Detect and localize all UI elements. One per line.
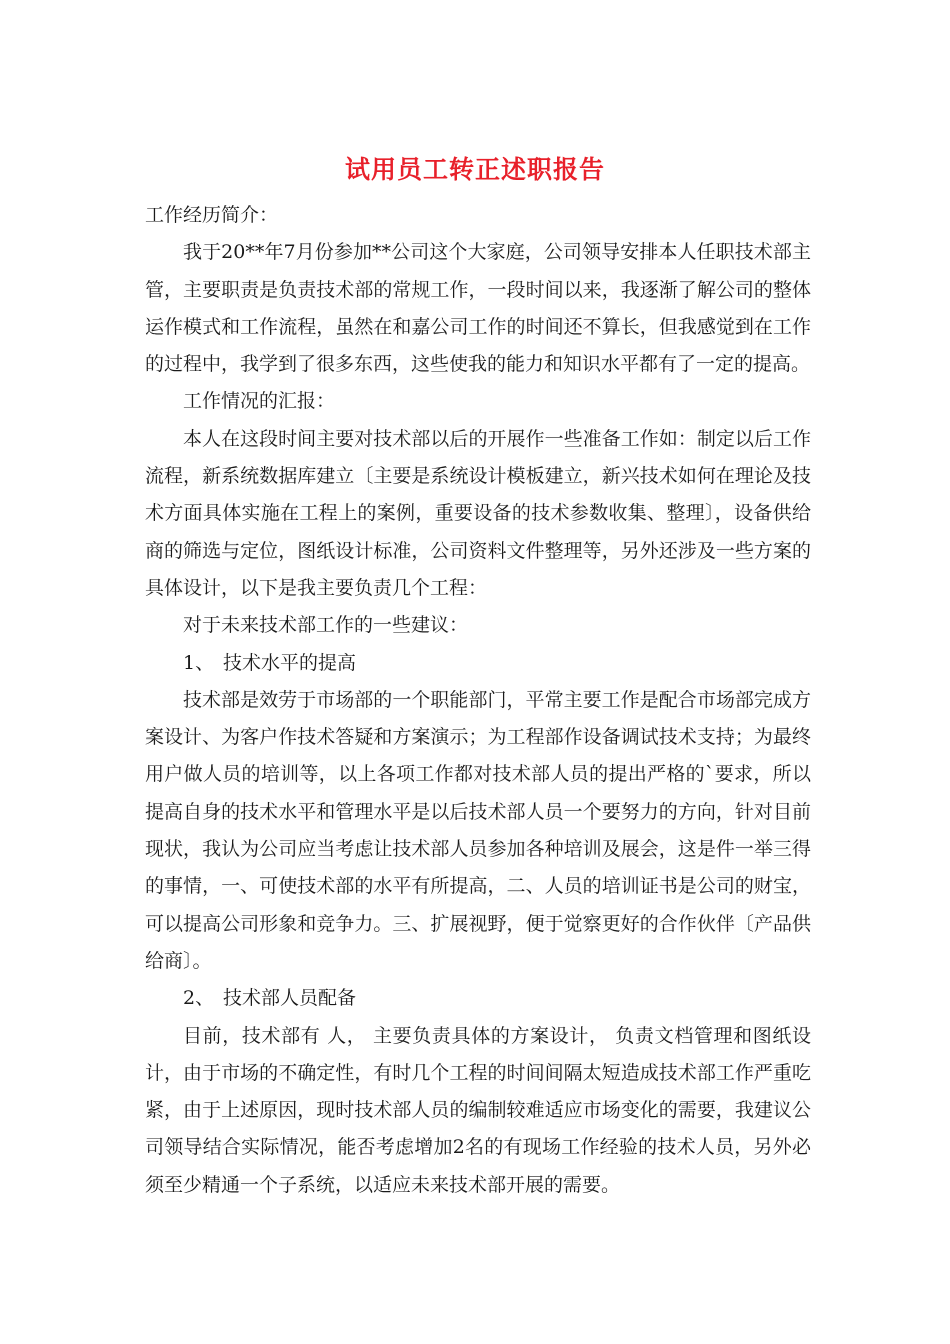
paragraph-suggestions-heading: 对于未来技术部工作的一些建议： — [183, 614, 469, 637]
section-1-title: 技术水平的提高 — [223, 651, 357, 674]
paragraph-experience: 我于20**年7月份参加**公司这个大家庭，公司领导安排本人任职技术部主管，主要职责是负责技术部的常规工作，一段时间以来，我逐渐了解公司的整体运作模式和工作流程，虽然在和嘉公司工作的时间还不算长，但我感觉到在工作的过程中，我学到了很多东西，这些使我的能力和知识水平都有了一定的提高。 — [145, 241, 811, 376]
document-body — [145, 197, 811, 1204]
section-2-title: 技术部人员配备 — [223, 987, 357, 1010]
section-1-heading — [145, 645, 811, 682]
section-1-text: 技术部是效劳于市场部的一个职能部门，平常主要工作是配合市场部完成方案设计、为客户作技术答疑和方案演示；为工程部作设备调试技术支持；为最终用户做人员的培训等，以上各项工作都对技术部人员的提出严格的`要求，所以提高自身的技术水平和管理水平是以后技术部人员一个要努力的方向，针对目前现状，我认为公司应当考虑让技术部人员参加各种培训及展会，这是件一举三得的事情，一、可使技术部的水平有所提高，二、人员的培训证书是公司的财宝，可以提高公司形象和竞争力。三、扩展视野，便于觉察更好的合作伙伴〔产品供给商〕。 — [145, 688, 811, 972]
paragraph-work-summary: 本人在这段时间主要对技术部以后的开展作一些准备工作如：制定以后工作流程，新系统数据库建立〔主要是系统设计模板建立，新兴技术如何在理论及技术方面具体实施在工程上的案例，重要设备的技术参数收集、整理〕，设备供给商的筛选与定位，图纸设计标准，公司资料文件整理等，另外还涉及一些方案的具体设计，以下是我主要负责几个工程： — [145, 427, 811, 599]
section-2-heading — [145, 980, 811, 1017]
section-2-text: 目前，技术部有 人， 主要负责具体的方案设计， 负责文档管理和图纸设计，由于市场的不确定性，有时几个工程的时间间隔太短造成技术部工作严重吃紧，由于上述原因，现时技术部人员的编制较难适应市场变化的需要，我建议公司领导结合实际情况，能否考虑增加2名的有现场工作经验的技术人员，另外必须至少精通一个子系统，以适应未来技术部开展的需要。 — [145, 1024, 811, 1196]
section-2-number: 2、 — [183, 987, 215, 1010]
document-title: 试用员工转正述职报告 — [344, 155, 605, 184]
paragraph-report-heading: 工作情况的汇报： — [183, 390, 336, 413]
section-1-number: 1、 — [183, 651, 215, 674]
paragraph-intro-heading: 工作经历简介： — [145, 204, 279, 226]
